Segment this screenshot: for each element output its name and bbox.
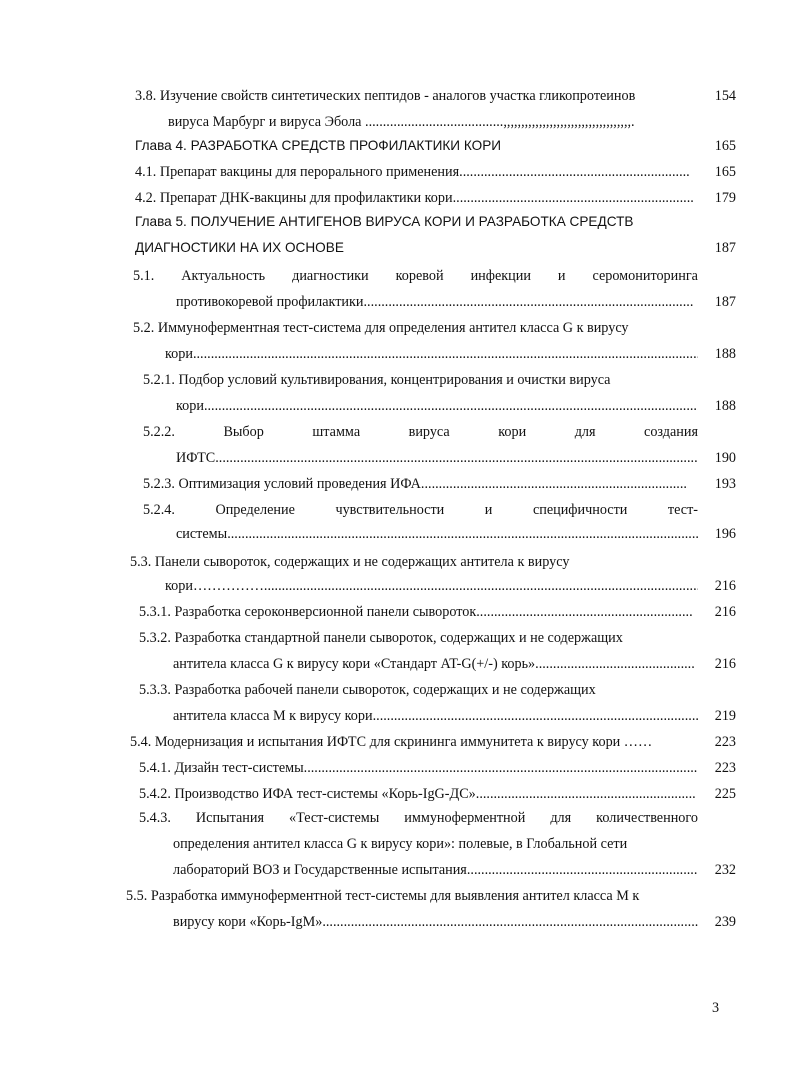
toc-entry-5-4-3-line1: 5.4.3. Испытания «Тест-системы иммуноферментной для количественного — [139, 810, 698, 826]
toc-chapter-5-line1: Глава 5. ПОЛУЧЕНИЕ АНТИГЕНОВ ВИРУСА КОРИ И РАЗРАБОТКА СРЕДСТВ — [135, 214, 634, 229]
toc-entry-5-2-1-line1: 5.2.1. Подбор условий культивирования, концентрирования и очистки вируса — [143, 372, 611, 388]
toc-entry-5-2-1-line2: кори ..... — [176, 396, 698, 416]
toc-entry-5-2-4-page: 196 — [714, 526, 736, 542]
toc-entry-5-3-1-page: 216 — [714, 604, 736, 620]
toc-entry-4-2-page: 179 — [714, 190, 736, 206]
toc-entry-5-4-1-page: 223 — [714, 760, 736, 776]
toc-entry-5-2-line2: кори ..... — [165, 344, 698, 364]
toc-entry-5-2-4-line1: 5.2.4. Определение чувствительности и специфичности тест- — [143, 502, 698, 518]
toc-entry-5-4-3-line2: определения антител класса G к вирусу кори»: полевые, в Глобальной сети — [173, 836, 628, 852]
toc-entry-4-1: 4.1. Препарат вакцины для перорального применения ..... — [135, 162, 690, 182]
toc-entry-5-2-2-line2: ИФТС ..... — [176, 448, 698, 468]
toc-chapter-5-page: 187 — [714, 240, 736, 256]
toc-entry-5-1-line1: 5.1. Актуальность диагностики коревой инфекции и серомониторинга — [133, 268, 698, 284]
toc-entry-4-1-page: 165 — [714, 164, 736, 180]
toc-entry-5-3-2-line2: антитела класса G к вирусу кори «Стандарт AT-G(+/-) корь» ..... — [173, 654, 695, 674]
toc-entry-5-4-3-page: 232 — [714, 862, 736, 878]
toc-entry-5-3-2-line1: 5.3.2. Разработка стандартной панели сывороток, содержащих и не содержащих — [139, 630, 623, 646]
toc-chapter-4: Глава 4. РАЗРАБОТКА СРЕДСТВ ПРОФИЛАКТИКИ КОРИ — [135, 138, 502, 153]
toc-entry-5-4-2: 5.4.2. Производство ИФА тест-системы «Корь-IgG-ДС» ..... — [139, 784, 695, 804]
toc-entry-5-3-3-line1: 5.3.3. Разработка рабочей панели сывороток, содержащих и не содержащих — [139, 682, 596, 698]
toc-entry-5-2-2-page: 190 — [714, 450, 736, 466]
toc-entry-5-2-line1: 5.2. Иммуноферментная тест-система для определения антител класса G к вирусу — [133, 320, 629, 336]
toc-entry-5-2-page: 188 — [714, 346, 736, 362]
toc-chapter-4-page: 165 — [714, 138, 736, 154]
toc-entry-5-3-line1: 5.3. Панели сывороток, содержащих и не содержащих антитела к вирусу — [130, 554, 570, 570]
toc-entry-5-4: 5.4. Модернизация и испытания ИФТС для скрининга иммунитета к вирусу кори …… — [130, 734, 653, 750]
toc-entry-4-2: 4.2. Препарат ДНК-вакцины для профилактики кори ..... — [135, 188, 693, 208]
toc-entry-5-2-2-line1: 5.2.2. Выбор штамма вируса кори для создания — [143, 424, 698, 440]
toc-entry-5-3-1: 5.3.1. Разработка сероконверсионной панели сывороток ..... — [139, 602, 692, 622]
page-number: 3 — [712, 1000, 720, 1016]
toc-entry-5-4-2-page: 225 — [714, 786, 736, 802]
toc-entry-3-8-line1: 3.8. Изучение свойств синтетических пептидов - аналогов участка гликопротеинов — [135, 88, 636, 104]
toc-entry-5-3-2-page: 216 — [714, 656, 736, 672]
toc-entry-5-1-line2: противокоревой профилактики ..... — [176, 292, 693, 312]
toc-entry-3-8-line2: вируса Марбург и вируса Эбола .......................................,,,,,,,,,,,,,,,,,,,,,,,,,,,,,,,,,,,,. — [168, 114, 635, 130]
toc-entry-5-3-3-line2: антитела класса М к вирусу кори ..... — [173, 706, 698, 726]
toc-entry-5-5-line2: вирусу кори «Корь-IgM» ..... — [173, 912, 698, 932]
toc-entry-5-4-1: 5.4.1. Дизайн тест-системы ..... — [139, 758, 698, 778]
toc-entry-5-2-4-line2: системы ..... — [176, 524, 698, 544]
toc-entry-3-8-page: 154 — [714, 88, 736, 104]
toc-entry-5-4-3-line3: лабораторий ВОЗ и Государственные испытания ..... — [173, 860, 698, 880]
toc-entry-5-5-page: 239 — [714, 914, 736, 930]
toc-entry-5-1-page: 187 — [714, 294, 736, 310]
toc-chapter-5-line2: ДИАГНОСТИКИ НА ИХ ОСНОВЕ — [135, 240, 344, 255]
toc-entry-5-3-line2: кори……………. ..... — [165, 576, 698, 596]
toc-entry-5-2-3: 5.2.3. Оптимизация условий проведения ИФА ..... — [143, 474, 688, 494]
toc-entry-5-3-page: 216 — [714, 578, 736, 594]
toc-entry-5-4-page: 223 — [714, 734, 736, 750]
toc-entry-5-2-3-page: 193 — [714, 476, 736, 492]
toc-entry-5-2-1-page: 188 — [714, 398, 736, 414]
toc-entry-5-5-line1: 5.5. Разработка иммуноферментной тест-системы для выявления антител класса М к — [126, 888, 640, 904]
toc-entry-5-3-3-page: 219 — [714, 708, 736, 724]
